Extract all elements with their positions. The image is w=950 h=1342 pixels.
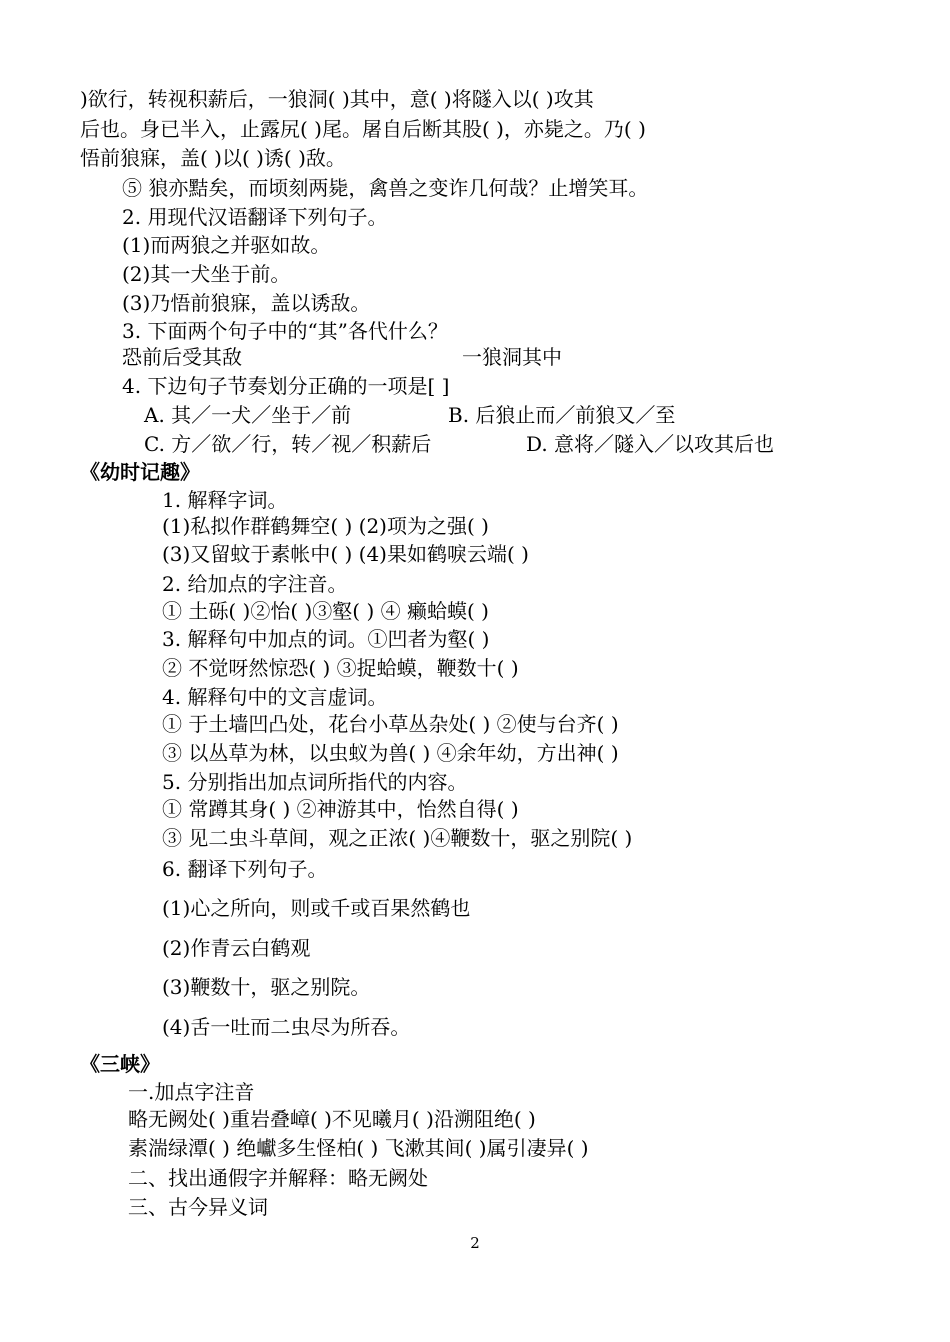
question-item: ① 于土墙凹凸处，花台小草丛杂处( ) ②使与台齐( ) <box>162 712 619 736</box>
question-item: ② 不觉呀然惊恐( ) ③捉蛤蟆，鞭数十( ) <box>162 656 519 680</box>
question-heading: 4. 解释句中的文言虚词。 <box>162 685 388 709</box>
passage-line: )欲行，转视积薪后，一狼洞( )其中，意( )将隧入以( )攻其 <box>80 87 594 111</box>
question-item: 一狼洞其中 <box>462 345 562 369</box>
question-item: (1)心之所向，则或千或百果然鹤也 <box>162 896 471 920</box>
passage-line: ⑤ 狼亦黠矣，而顷刻两毙，禽兽之变诈几何哉？止增笑耳。 <box>122 176 649 200</box>
question-item: ① 常蹲其身( ) ②神游其中，怡然自得( ) <box>162 797 519 821</box>
question-item: ① 土砾( )②怡( )③壑( ) ④ 癞蛤蟆( ) <box>162 599 489 623</box>
question-item: (2)其一犬坐于前。 <box>122 262 291 286</box>
option-b: B. 后狼止而／前狼又／至 <box>448 403 676 427</box>
question-heading: 6. 翻译下列句子。 <box>162 857 328 881</box>
question-heading: 3. 解释句中加点的词。①凹者为壑( ) <box>162 627 490 651</box>
question-item: (3)鞭数十，驱之别院。 <box>162 975 371 999</box>
section-title: 《三峡》 <box>80 1052 160 1076</box>
question-item: (4)舌一吐而二虫尽为所吞。 <box>162 1015 411 1039</box>
question-heading: 一.加点字注音 <box>128 1080 255 1104</box>
question-item: (1)私拟作群鹤舞空( ) (2)项为之强( ) <box>162 514 489 538</box>
question-heading: 5. 分别指出加点词所指代的内容。 <box>162 770 468 794</box>
question-item: ③ 以丛草为林，以虫蚁为兽( ) ④余年幼，方出神( ) <box>162 741 619 765</box>
option-a: A. 其／一犬／坐于／前 <box>144 403 352 427</box>
question-item: 恐前后受其敌 <box>122 345 242 369</box>
question-heading: 1. 解释字词。 <box>162 488 288 512</box>
question-item: (1)而两狼之并驱如故。 <box>122 233 331 257</box>
question-heading: 三、古今异义词 <box>128 1195 268 1219</box>
question-heading: 二、找出通假字并解释：略无阙处 <box>128 1166 428 1190</box>
question-item: (3)又留蚊于素帐中( ) (4)果如鹤唳云端( ) <box>162 542 529 566</box>
question-item: (3)乃悟前狼寐，盖以诱敌。 <box>122 291 371 315</box>
option-c: C. 方／欲／行，转／视／积薪后 <box>144 432 432 456</box>
question-heading: 2. 给加点的字注音。 <box>162 572 348 596</box>
question-heading: 4. 下边句子节奏划分正确的一项是[ ] <box>122 374 450 398</box>
option-d: D. 意将／隧入／以攻其后也 <box>526 432 775 456</box>
page-number: 2 <box>470 1234 480 1252</box>
passage-line: 后也。身已半入，止露尻( )尾。屠自后断其股( )，亦毙之。乃( ) <box>80 117 646 141</box>
question-item: 略无阙处( )重岩叠嶂( )不见曦月( )沿溯阻绝( ) <box>128 1107 536 1131</box>
question-heading: 2. 用现代汉语翻译下列句子。 <box>122 205 388 229</box>
question-item: 素湍绿潭( ) 绝巘多生怪柏( ) 飞漱其间( )属引凄异( ) <box>128 1136 589 1160</box>
question-item: ③ 见二虫斗草间，观之正浓( )④鞭数十，驱之别院( ) <box>162 826 633 850</box>
passage-line: 悟前狼寐，盖( )以( )诱( )敌。 <box>80 146 346 170</box>
question-item: (2)作青云白鹤观 <box>162 936 311 960</box>
section-title: 《幼时记趣》 <box>80 460 200 484</box>
question-heading: 3. 下面两个句子中的“其”各代什么？ <box>122 319 448 343</box>
